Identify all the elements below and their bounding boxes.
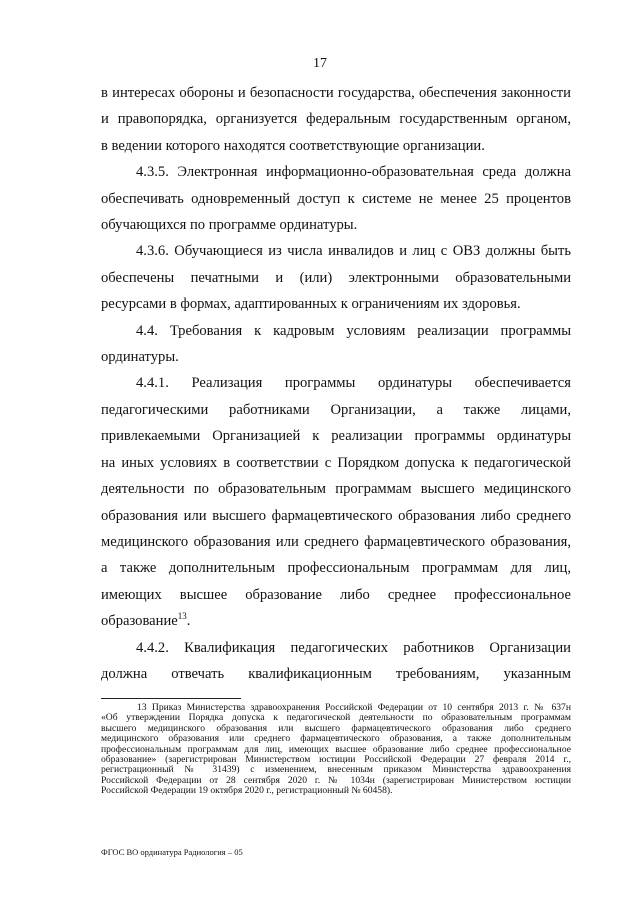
footnote-line: 13 Приказ Министерства здравоохранения Российской Федерации от 10 сентября 2013 г. № 637н — [137, 702, 571, 713]
footnote-line: медицинского образования или среднего фармацевтического образования, а также дополнительным — [101, 733, 571, 745]
body-line: 4.4.1. Реализация программы ординатуры обеспечивается — [136, 375, 571, 392]
footnote-line: «Об утверждении Порядка допуска к педагогической деятельности по образовательным программам — [101, 712, 571, 724]
body-line: обеспечивать одновременный доступ к системе не менее 25 процентов — [101, 190, 571, 207]
footnote-reference: 13 — [177, 611, 187, 622]
body-line: медицинского образования или среднего фармацевтического образования, — [101, 533, 571, 550]
footnote — [101, 703, 571, 797]
body-line: а также дополнительным профессиональным программам для лиц, — [101, 560, 571, 577]
body-line-text: образование — [101, 613, 178, 630]
body-line: и правопорядка, организуется федеральным государственным органом, — [101, 111, 571, 128]
body-line: 4.4. Требования к кадровым условиям реализации программы — [136, 322, 571, 339]
body-line: обеспечены печатными и (или) электронными образовательными — [101, 269, 571, 286]
body-line: на иных условиях в соответствии с Порядком допуска к педагогической — [101, 454, 571, 471]
body-line: привлекаемыми Организацией к реализации программы ординатуры — [101, 428, 571, 445]
body-line: образование$^{13}$. — [101, 611, 191, 630]
body-line: образования или высшего фармацевтического образования либо среднего — [101, 507, 571, 524]
footnote-line: регистрационный № 31439) с изменением, внесенным приказом Министерства здравоохранения — [101, 764, 571, 776]
footnote-line: высшего медицинского образования или высшего фармацевтического образования либо среднего — [101, 722, 571, 734]
footnote-line: образование» (зарегистрирован Министерством юстиции Российской Федерации 27 февраля 2014 г., — [101, 754, 571, 766]
page-footer: ФГОС ВО ординатура Радиология – 05 — [101, 847, 243, 857]
footnote-line: профессиональным программам для лиц, имеющих высшее образование либо среднее профессиональное — [101, 743, 571, 755]
body-line: в интересах обороны и безопасности государства, обеспечения законности — [101, 85, 571, 101]
body-line: должна отвечать квалификационным требованиям, указанным — [101, 665, 571, 682]
body-text — [101, 80, 571, 687]
body-line: 4.3.6. Обучающиеся из числа инвалидов и лиц с ОВЗ должны быть — [136, 243, 571, 260]
body-line: обучающихся по программе ординатуры. — [101, 217, 358, 234]
body-line: деятельности по образовательным программам высшего медицинского — [101, 481, 571, 498]
body-line: ординатуры. — [101, 349, 179, 366]
body-line: 4.3.5. Электронная информационно-образовательная среда должна — [136, 164, 571, 181]
body-line: в ведении которого находятся соответствующие организации. — [101, 137, 485, 154]
footnote-line: Российской Федерации от 28 сентября 2020 г. № 1034н (зарегистрирован Министерством юстиции — [101, 774, 571, 786]
page-number: 17 — [313, 56, 327, 71]
body-line: 4.4.2. Квалификация педагогических работников Организации — [136, 639, 571, 656]
footnote-divider — [101, 698, 241, 699]
body-line: ресурсами в формах, адаптированных к ограничениям их здоровья. — [101, 296, 521, 313]
body-line: педагогическими работниками Организации, а также лицами, — [101, 401, 571, 418]
footnote-line: Российской Федерации 19 октября 2020 г., регистрационный № 60458). — [101, 785, 393, 797]
body-line: имеющих высшее образование либо среднее профессиональное — [101, 586, 571, 603]
